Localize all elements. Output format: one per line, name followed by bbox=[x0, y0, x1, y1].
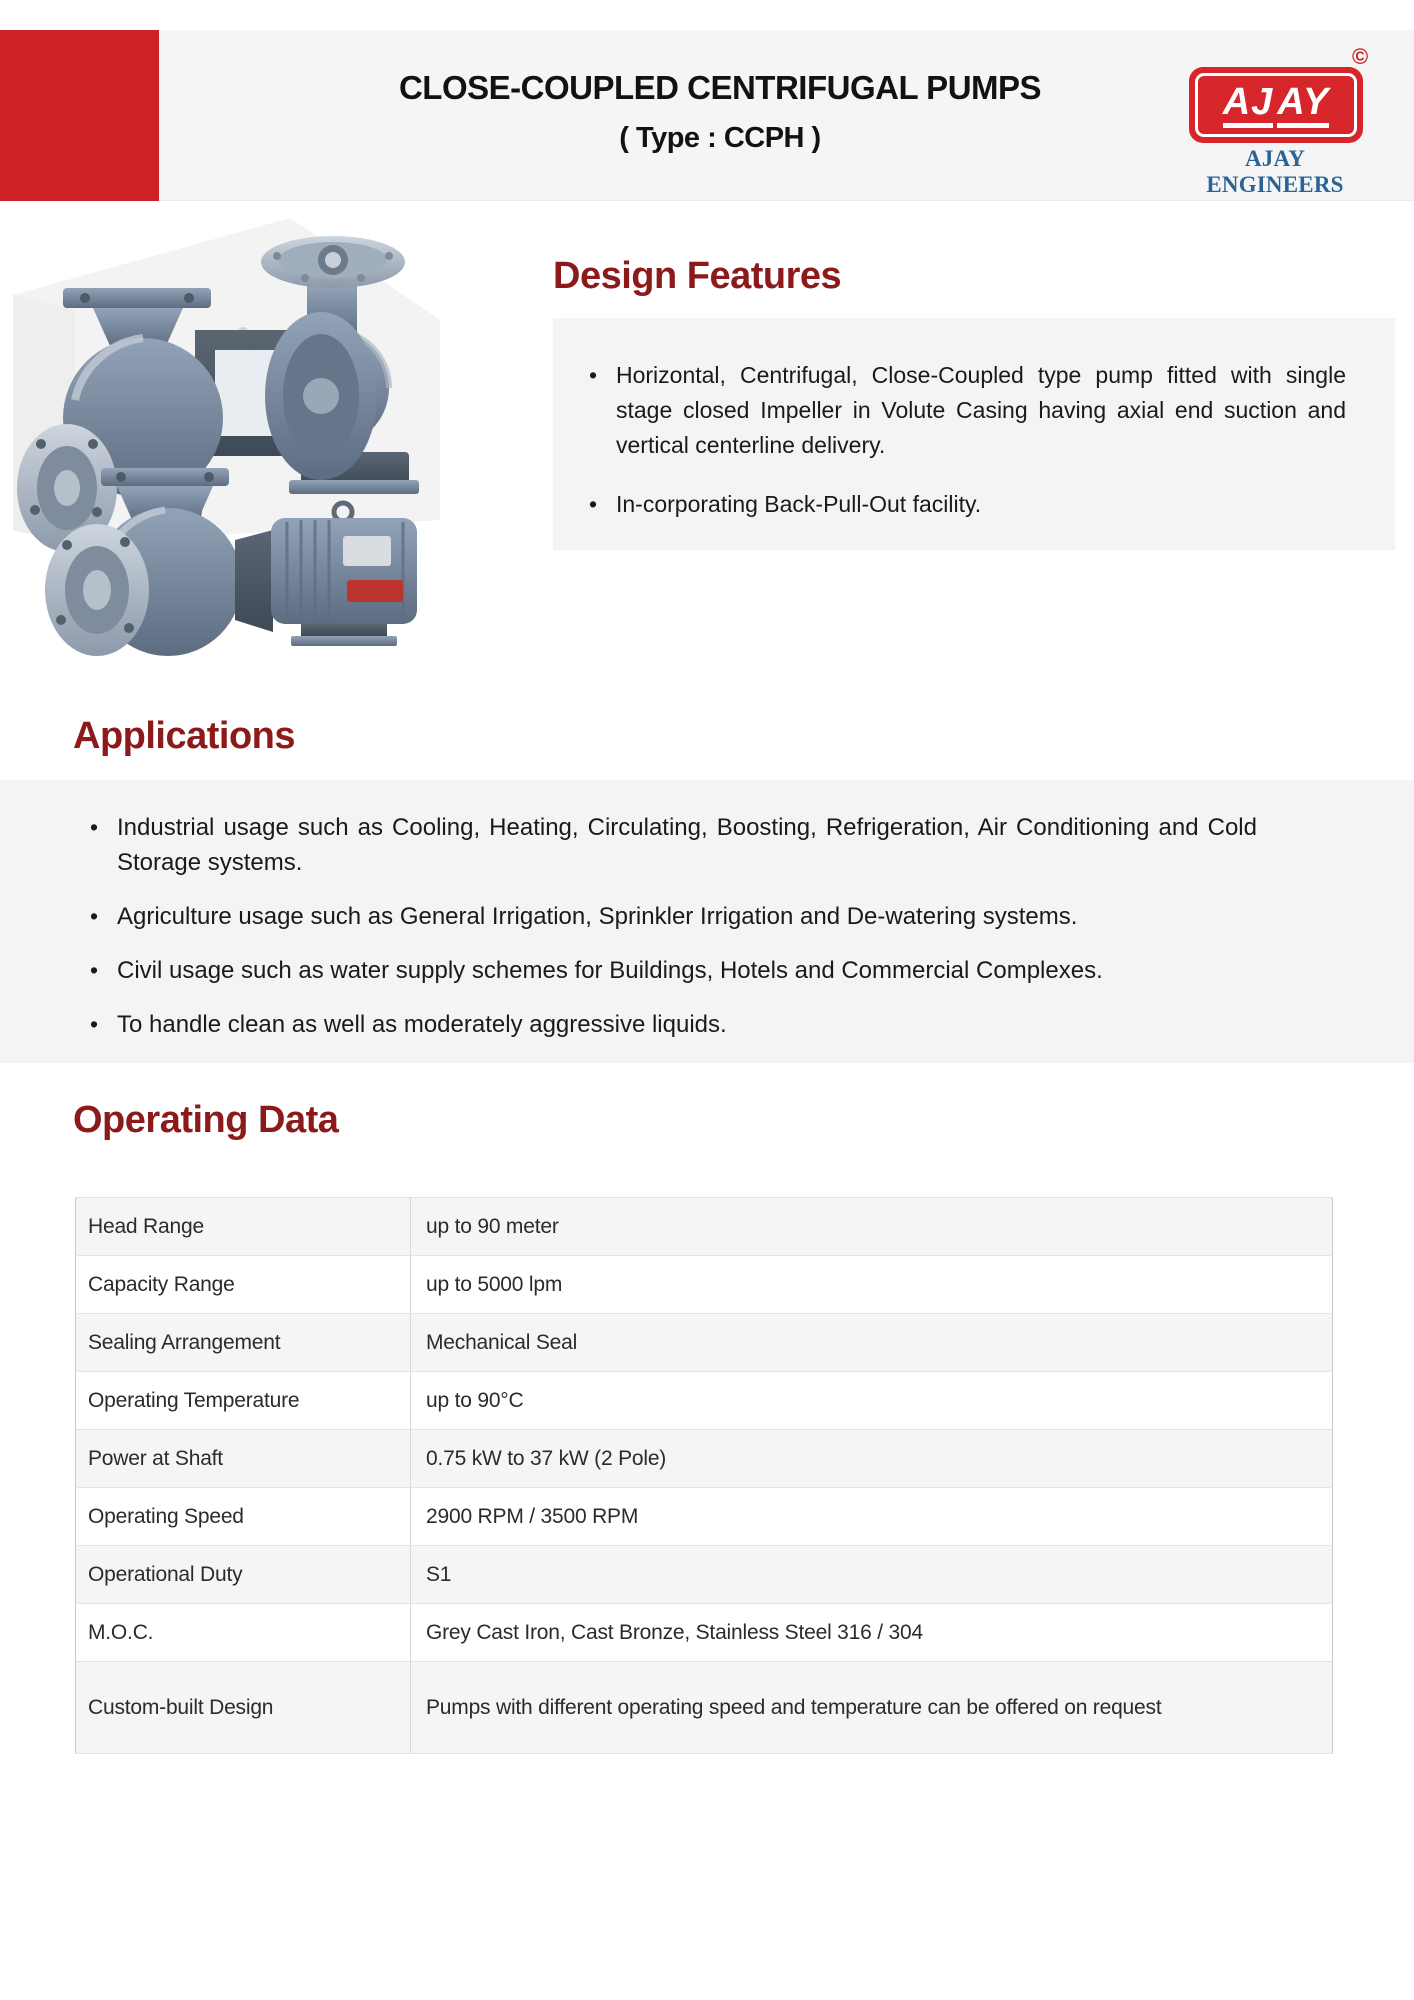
table-row bbox=[76, 1372, 1333, 1430]
brand-logo-text-part2: AY bbox=[1277, 83, 1329, 128]
brand-logo bbox=[1189, 67, 1363, 143]
row-label: Operating Temperature bbox=[76, 1372, 411, 1430]
row-value: 2900 RPM / 3500 RPM bbox=[411, 1488, 1333, 1546]
table-row bbox=[76, 1662, 1333, 1754]
row-value: up to 5000 lpm bbox=[411, 1256, 1333, 1314]
pump-photos-collage bbox=[5, 200, 440, 660]
table-row bbox=[76, 1488, 1333, 1546]
table-row bbox=[76, 1256, 1333, 1314]
applications-heading: Applications bbox=[73, 715, 296, 757]
table-row bbox=[76, 1604, 1333, 1662]
table-row bbox=[76, 1314, 1333, 1372]
brand-logo-text-part1: AJ bbox=[1223, 83, 1274, 128]
applications-panel bbox=[0, 780, 1414, 1063]
applications-list bbox=[117, 810, 1414, 1042]
design-features-list bbox=[616, 358, 1346, 522]
design-feature-item: • In-corporating Back-Pull-Out facility. bbox=[616, 487, 1346, 522]
row-value: 0.75 kW to 37 kW (2 Pole) bbox=[411, 1430, 1333, 1488]
header-titles bbox=[240, 66, 1200, 158]
row-label: Operational Duty bbox=[76, 1546, 411, 1604]
row-value: Mechanical Seal bbox=[411, 1314, 1333, 1372]
row-label: Capacity Range bbox=[76, 1256, 411, 1314]
brand-logo-text bbox=[1222, 80, 1330, 128]
row-value bbox=[411, 1662, 1333, 1754]
operating-data-table bbox=[75, 1197, 1333, 1754]
page-subtitle-type: ( Type : CCPH ) bbox=[619, 122, 821, 154]
application-item: • To handle clean as well as moderately aggressive liquids. bbox=[117, 1007, 1257, 1042]
application-item: • Civil usage such as water supply schemes for Buildings, Hotels and Commercial Complexes. bbox=[117, 953, 1257, 988]
row-value: up to 90 meter bbox=[411, 1198, 1333, 1256]
table-row bbox=[76, 1430, 1333, 1488]
table-row bbox=[76, 1546, 1333, 1604]
brand-logo-frame bbox=[1195, 73, 1357, 137]
operating-data-heading: Operating Data bbox=[73, 1099, 339, 1141]
table-row bbox=[76, 1198, 1333, 1256]
copyright-icon: © bbox=[1352, 44, 1369, 69]
page-title: CLOSE-COUPLED CENTRIFUGAL PUMPS bbox=[398, 69, 1042, 106]
row-label: Head Range bbox=[76, 1198, 411, 1256]
row-value-text: Pumps with different operating speed and temperature can be offered on request bbox=[426, 1696, 1162, 1719]
row-label: Sealing Arrangement bbox=[76, 1314, 411, 1372]
row-label: Custom-built Design bbox=[76, 1662, 411, 1754]
row-label: M.O.C. bbox=[76, 1604, 411, 1662]
company-name: AJAY ENGINEERS bbox=[1206, 146, 1344, 197]
row-label: Operating Speed bbox=[76, 1488, 411, 1546]
row-value: up to 90°C bbox=[411, 1372, 1333, 1430]
row-value: S1 bbox=[411, 1546, 1333, 1604]
application-item: • Agriculture usage such as General Irrigation, Sprinkler Irrigation and De-watering systems. bbox=[117, 899, 1257, 934]
application-item: • Industrial usage such as Cooling, Heating, Circulating, Boosting, Refrigeration, Air Conditioning and Cold Storage systems. bbox=[117, 810, 1257, 880]
design-features-panel bbox=[553, 318, 1395, 550]
header-accent-block bbox=[0, 30, 159, 201]
row-label: Power at Shaft bbox=[76, 1430, 411, 1488]
design-feature-item: • Horizontal, Centrifugal, Close-Coupled type pump fitted with single stage closed Impeller in Volute Casing having axial end suction and vertical centerline delivery. bbox=[616, 358, 1346, 463]
row-value: Grey Cast Iron, Cast Bronze, Stainless Steel 316 / 304 bbox=[411, 1604, 1333, 1662]
design-features-heading: Design Features bbox=[553, 255, 842, 297]
